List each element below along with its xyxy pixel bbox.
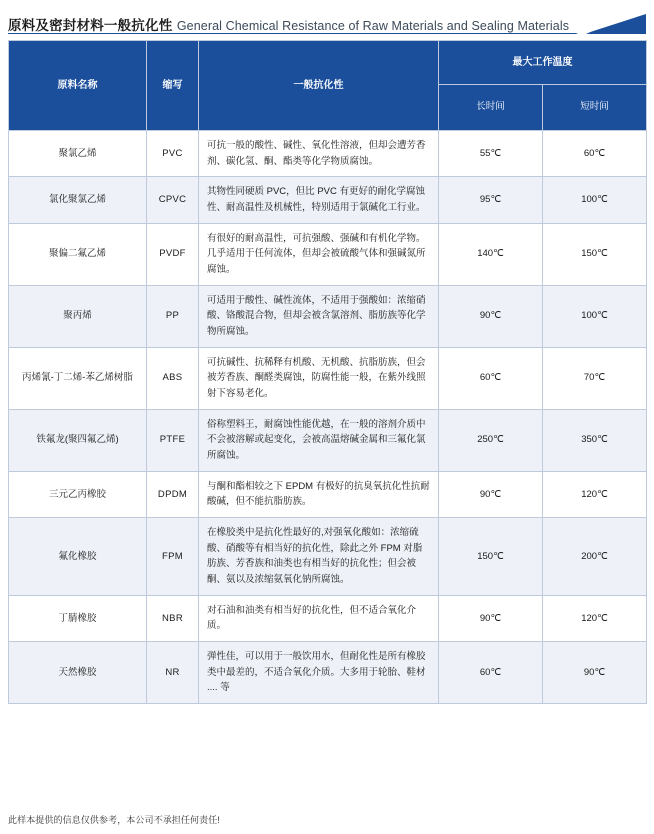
cell-temp-long: 55℃ xyxy=(439,131,543,177)
table-row xyxy=(9,595,647,641)
cell-material-name: 三元乙丙橡胶 xyxy=(9,471,147,517)
table-row xyxy=(9,471,647,517)
cell-temp-long: 140℃ xyxy=(439,223,543,285)
page-title-zh: 原料及密封材料一般抗化性 xyxy=(8,18,173,33)
cell-material-desc: 可适用于酸性、碱性流体，不适用于强酸如：浓缩硝酸、铬酸混合物，但却会被含氯溶剂、脂肪族等化学物所腐蚀。 xyxy=(199,285,439,347)
cell-temp-long: 60℃ xyxy=(439,347,543,409)
cell-temp-long: 60℃ xyxy=(439,642,543,704)
header-accent-shape xyxy=(576,12,646,34)
cell-material-desc: 在橡胶类中是抗化性最好的,对强氧化酸如：浓缩硫酸、硝酸等有相当好的抗化性，除此之外 FPM 对脂肪族、芳香族和油类也有相当好的抗化性；但会被酮、氨以及浓缩氨氧化钠所腐蚀。 xyxy=(199,518,439,596)
cell-temp-short: 100℃ xyxy=(543,177,647,223)
cell-material-abbr: PTFE xyxy=(147,409,199,471)
cell-material-name: 聚偏二氟乙烯 xyxy=(9,223,147,285)
cell-material-name: 聚氯乙烯 xyxy=(9,131,147,177)
table-row xyxy=(9,347,647,409)
cell-material-name: 氟化橡胶 xyxy=(9,518,147,596)
table-row xyxy=(9,223,647,285)
cell-material-name: 聚丙烯 xyxy=(9,285,147,347)
cell-temp-short: 120℃ xyxy=(543,595,647,641)
cell-material-abbr: NR xyxy=(147,642,199,704)
cell-material-desc: 有很好的耐高温性，可抗强酸、强碱和有机化学物。几乎适用于任何流体，但却会被硫酸气体和强碱氮所腐蚀。 xyxy=(199,223,439,285)
cell-material-abbr: CPVC xyxy=(147,177,199,223)
cell-material-abbr: FPM xyxy=(147,518,199,596)
cell-temp-short: 100℃ xyxy=(543,285,647,347)
cell-material-desc: 俗称塑料王，耐腐蚀性能优越，在一般的溶剂介质中不会被溶解或起变化，会被高温熔碱金属和三氟化氯所腐蚀。 xyxy=(199,409,439,471)
cell-material-abbr: PP xyxy=(147,285,199,347)
table-row xyxy=(9,285,647,347)
cell-temp-long: 90℃ xyxy=(439,471,543,517)
cell-material-abbr: ABS xyxy=(147,347,199,409)
cell-temp-long: 90℃ xyxy=(439,595,543,641)
cell-temp-long: 95℃ xyxy=(439,177,543,223)
cell-material-name: 氯化聚氯乙烯 xyxy=(9,177,147,223)
cell-material-desc: 可抗碱性、抗稀释有机酸、无机酸、抗脂肪族，但会被芳香族、酮醛类腐蚀，防腐性能一般，在紫外线照射下容易老化。 xyxy=(199,347,439,409)
cell-material-name: 天然橡胶 xyxy=(9,642,147,704)
cell-material-desc: 其物性同硬质 PVC，但比 PVC 有更好的耐化学腐蚀性、耐高温性及机械性，特别适用于氯碱化工行业。 xyxy=(199,177,439,223)
chemical-resistance-table xyxy=(8,40,647,704)
cell-temp-short: 350℃ xyxy=(543,409,647,471)
column-header-temp-short: 短时间 xyxy=(543,85,647,131)
cell-material-desc: 弹性佳，可以用于一般饮用水，但耐化性是所有橡胶类中最差的，不适合氧化介质。大多用于轮胎、鞋材 .... 等 xyxy=(199,642,439,704)
table-row xyxy=(9,177,647,223)
cell-material-abbr: PVDF xyxy=(147,223,199,285)
table-row xyxy=(9,131,647,177)
chemical-resistance-table-wrap xyxy=(0,40,654,704)
cell-material-abbr: DPDM xyxy=(147,471,199,517)
column-header-name: 原料名称 xyxy=(9,41,147,131)
footer-disclaimer: 此样本提供的信息仅供参考，本公司不承担任何责任! xyxy=(8,815,220,825)
cell-material-name: 丁腈橡胶 xyxy=(9,595,147,641)
table-row xyxy=(9,518,647,596)
cell-temp-long: 150℃ xyxy=(439,518,543,596)
cell-temp-short: 60℃ xyxy=(543,131,647,177)
header-row-1 xyxy=(9,41,647,85)
column-header-temp-group: 最大工作温度 xyxy=(439,41,647,85)
cell-material-name: 铁氟龙(聚四氟乙烯) xyxy=(9,409,147,471)
column-header-resistance: 一般抗化性 xyxy=(199,41,439,131)
cell-temp-long: 250℃ xyxy=(439,409,543,471)
cell-temp-long: 90℃ xyxy=(439,285,543,347)
table-row xyxy=(9,642,647,704)
cell-material-name: 丙烯氰-丁二烯-苯乙烯树脂 xyxy=(9,347,147,409)
cell-temp-short: 70℃ xyxy=(543,347,647,409)
cell-temp-short: 90℃ xyxy=(543,642,647,704)
column-header-abbr: 缩写 xyxy=(147,41,199,131)
cell-temp-short: 200℃ xyxy=(543,518,647,596)
header-divider xyxy=(8,33,646,34)
cell-material-abbr: NBR xyxy=(147,595,199,641)
document-header xyxy=(0,0,654,40)
cell-material-abbr: PVC xyxy=(147,131,199,177)
table-row xyxy=(9,409,647,471)
column-header-temp-long: 长时间 xyxy=(439,85,543,131)
table-head xyxy=(9,41,647,131)
cell-temp-short: 120℃ xyxy=(543,471,647,517)
table-body xyxy=(9,131,647,704)
page-title-en: General Chemical Resistance of Raw Materials and Sealing Materials xyxy=(176,19,570,33)
cell-material-desc: 可抗一般的酸性、碱性、氧化性溶液，但却会遭芳香剂、碳化氢、酮、酯类等化学物质腐蚀。 xyxy=(199,131,439,177)
cell-material-desc: 对石油和油类有相当好的抗化性，但不适合氧化介质。 xyxy=(199,595,439,641)
cell-temp-short: 150℃ xyxy=(543,223,647,285)
cell-material-desc: 与酮和酯相较之下 EPDM 有极好的抗臭氧抗化性抗耐酸碱，但不能抗脂肪族。 xyxy=(199,471,439,517)
